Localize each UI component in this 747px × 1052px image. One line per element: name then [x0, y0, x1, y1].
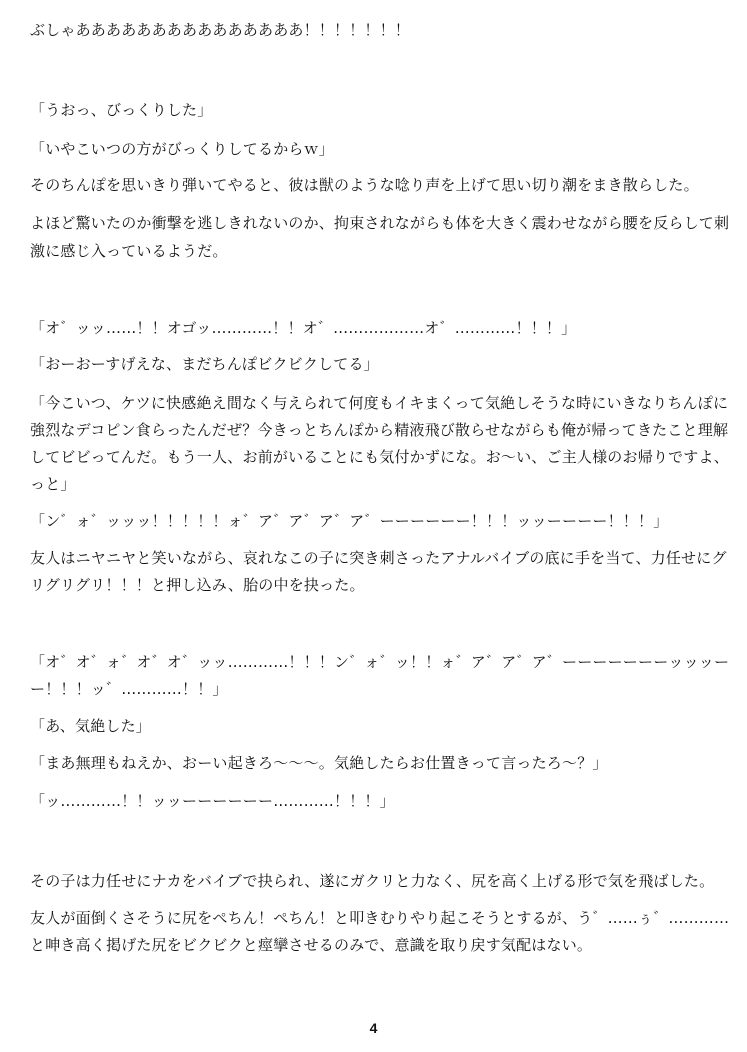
text-line: 「オ゛ッッ……！！オゴッ…………！！オ゛………………オ゛…………！！！」 — [30, 319, 577, 337]
text-line: 「オ゛オ゛ォ゛オ゛オ゛ッッ…………！！！ン゛ォ゛ッ！！ォ゛ア゛ア゛ア゛ーーーーーーーッッッー — [30, 653, 730, 671]
text-line: 「あ、気絶した」 — [30, 717, 152, 735]
text-line: 「うおっ、びっくりした」 — [30, 101, 213, 119]
text-line: リグリグリ！！！と押し込み、胎の中を抉った。 — [30, 576, 365, 594]
text-line: してビビってんだ。もう一人、お前がいることにも気付かずにな。お～い、ご主人様のお帰りですよ、 — [30, 448, 729, 466]
text-line: 「まあ無理もねえか、おーい起きろ～～～。気絶したらお仕置きって言ったろ～？」 — [30, 754, 608, 772]
text-line: 「今こいつ、ケツに快感絶え間なく与えられて何度もイキまくって気絶しそうな時にいきなりちんぽに — [30, 394, 729, 412]
text-line: そのちんぽを思いきり弾いてやると、彼は獣のような唸り声を上げて思い切り潮をまき散らした。 — [30, 176, 699, 194]
text-line: よほど驚いたのか衝撃を逃しきれないのか、拘束されながらも体を大きく震わせながら腰を反らして刺 — [30, 214, 730, 232]
text-line: 「ッ…………！！ッッーーーーーー…………！！！」 — [30, 792, 395, 810]
text-line: 激に感じ入っているようだ。 — [30, 242, 228, 260]
text-line: 「おーおーすげえな、まだちんぽビクビクしてる」 — [30, 355, 379, 373]
text-line: 友人はニヤニヤと笑いながら、哀れなこの子に突き刺さったアナルバイブの底に手を当て、力任せにグ — [30, 549, 727, 567]
text-line: と呻き高く掲げた尻をビクビクと痙攣させるのみで、意識を取り戻す気配はない。 — [30, 936, 593, 954]
text-line: 友人が面倒くさそうに尻をぺちん！ぺちん！と叩きむりやり起こそうとするが、う゛……ぅ゛………… — [30, 909, 730, 927]
text-line: ぶしゃあああああああああああああああ！！！！！！！ — [30, 21, 411, 39]
text-line: ー！！！ッ゛…………！！」 — [30, 680, 228, 698]
text-line: その子は力任せにナカをバイブで抉られ、遂にガクリと力なく、尻を高く上げる形で気を飛ばした。 — [30, 872, 715, 890]
page-number: 4 — [369, 1020, 378, 1036]
text-line: 強烈なデコピン食らったんだぜ？今きっとちんぽから精液飛び散らせながらも俺が帰ってきたこと理解 — [30, 421, 729, 439]
text-line: っと」 — [30, 475, 76, 493]
text-line: 「ン゛ォ゛ッッッ！！！！！ォ゛ア゛ア゛ア゛ア゛ーーーーーー！！！ッッーーーー！！！」 — [30, 512, 669, 530]
text-line: 「いやこいつの方がびっくりしてるからｗ」 — [30, 140, 335, 158]
